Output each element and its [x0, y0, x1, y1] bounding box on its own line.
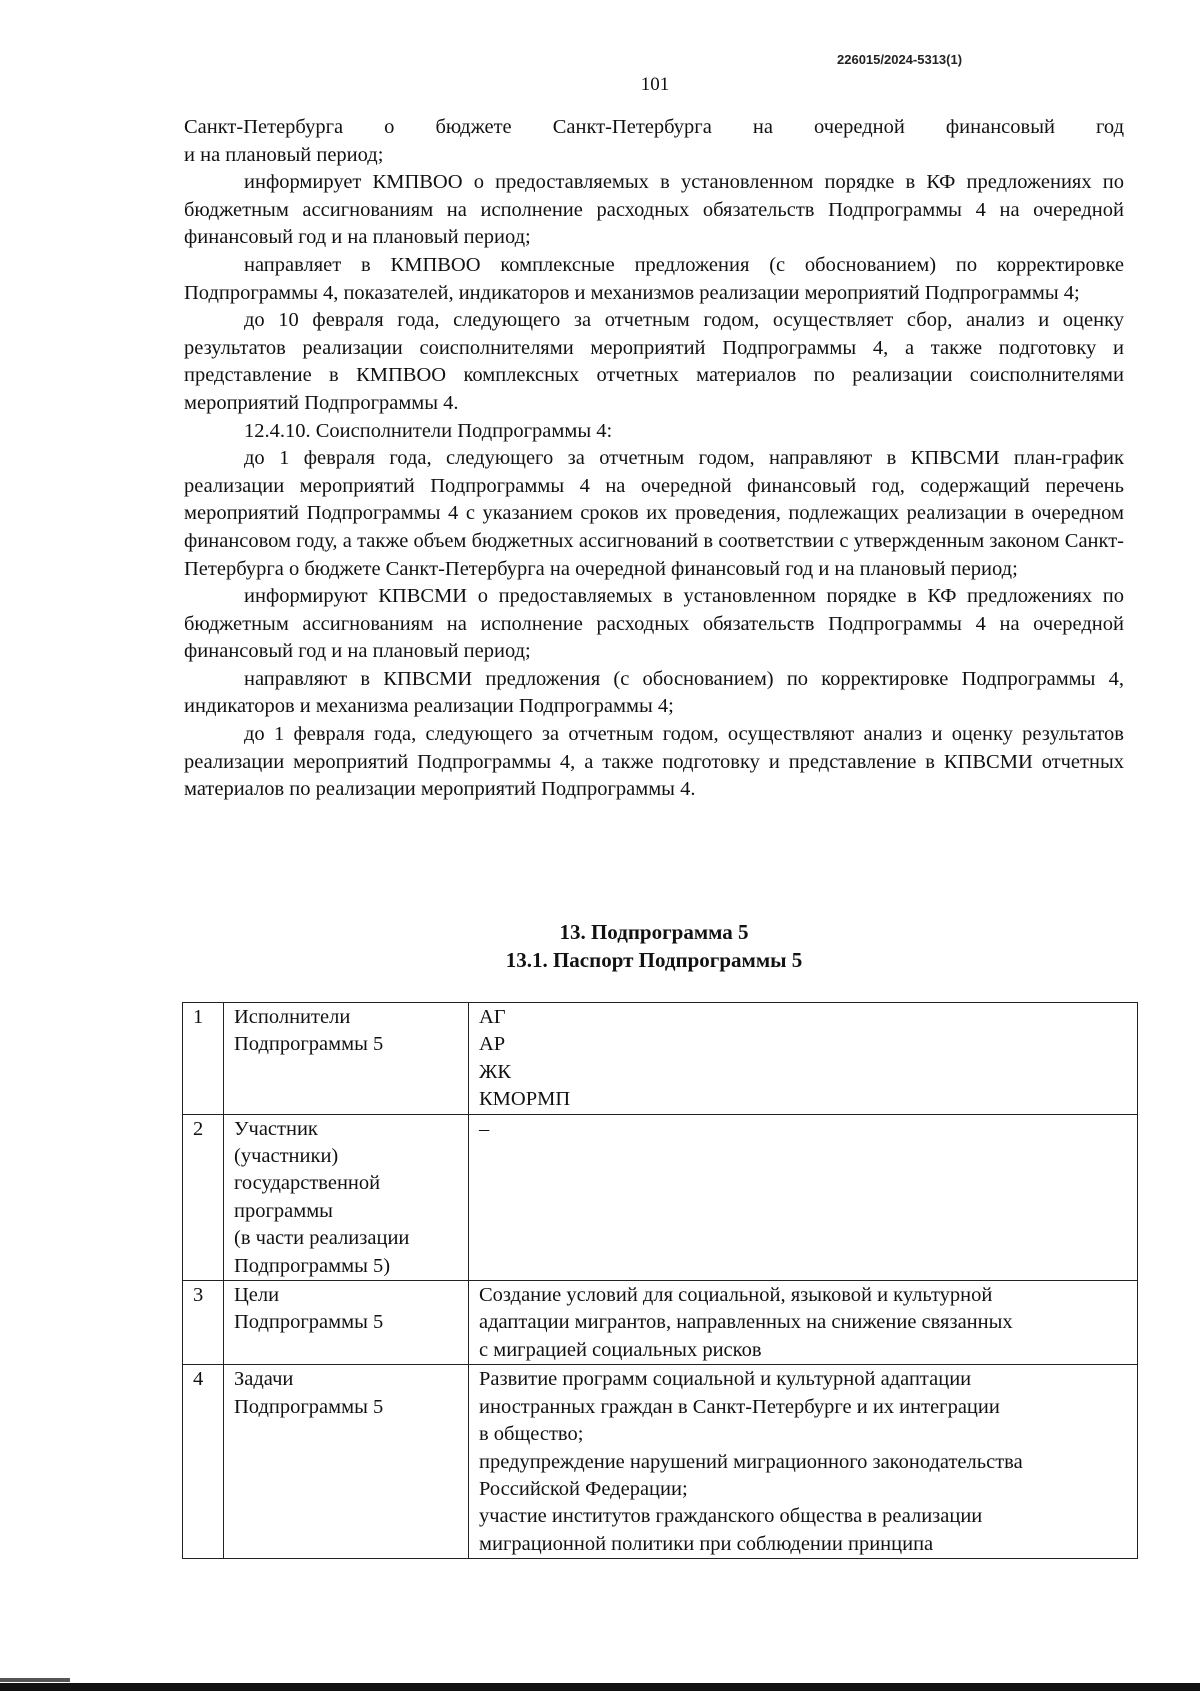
passport-table-row — [183, 1281, 1138, 1365]
body-paragraph: до 10 февраля года, следующего за отчетным годом, осуществляет сбор, анализ и оценку результатов реализации соисполнителями мероприятий Подпрограммы 4, а также подготовку и представление в КМПВОО комплексных отчетных материалов по реализации соисполнителями мероприятий Подпрограммы 4. — [184, 309, 1124, 414]
row-label — [224, 1114, 469, 1280]
row-label-line: программы — [234, 1199, 333, 1222]
row-number: 2 — [183, 1114, 224, 1280]
row-value-line: адаптации мигрантов, направленных на снижение связанных — [479, 1311, 1013, 1334]
body-paragraph: 12.4.10. Соисполнители Подпрограммы 4: — [244, 419, 613, 442]
row-value-line: Создание условий для социальной, языковой и культурной — [479, 1284, 993, 1307]
row-value-line: предупреждение нарушений миграционного законодательства — [479, 1450, 1023, 1473]
row-label-line: Цели — [234, 1284, 280, 1307]
passport-table-row — [183, 1365, 1138, 1559]
row-value — [469, 1365, 1138, 1559]
row-value-line: КМОРМП — [479, 1088, 571, 1111]
body-paragraph: до 1 февраля года, следующего за отчетным годом, осуществляют анализ и оценку результатов реализации мероприятий Подпрограммы 4, а также подготовку и представление в КПВСМИ отчетных материалов по реализации мероприятий Подпрограммы 4. — [184, 723, 1124, 801]
row-value-line: Развитие программ социальной и культурной адаптации — [479, 1368, 972, 1391]
scan-edge-mark — [0, 1678, 70, 1682]
row-label-line: Участник — [234, 1117, 318, 1140]
row-label-line: Подпрограммы 5 — [234, 1033, 384, 1056]
passport-table — [182, 1002, 1138, 1559]
row-label-line: (участники) — [234, 1145, 339, 1168]
row-label-line: государственной — [234, 1172, 381, 1195]
row-label-line: Подпрограммы 5) — [234, 1254, 391, 1277]
body-paragraph: до 1 февраля года, следующего за отчетным годом, направляют в КПВСМИ план-график реализации мероприятий Подпрограммы 4 на очередной финансовый год, содержащий перечень мероприятий Подпрограммы 4 с указанием сроков их проведения, подлежащих реализации в очередном финансовом году, а также объем бюджетных ассигнований в соответствии с утвержденным законом Санкт-Петербурга о бюджете Санкт-Петербурга на очередной финансовый год и на плановый период; — [184, 447, 1124, 580]
row-value-line: миграционной политики при соблюдении принципа — [479, 1532, 934, 1555]
passport-table-row — [183, 1114, 1138, 1280]
row-value-line: участие институтов гражданского общества в реализации — [479, 1505, 983, 1528]
document-registration-number: 226015/2024-5313(1) — [837, 52, 963, 67]
body-paragraph: информируют КПВСМИ о предоставляемых в установленном порядке в КФ предложениях по бюджетным ассигнованиям на исполнение расходных обязательств Подпрограммы 4 на очередной финансовый год и на плановый период; — [184, 585, 1124, 663]
row-value-line: АГ — [479, 1006, 506, 1028]
body-paragraph: направляют в КПВСМИ предложения (с обоснованием) по корректировке Подпрограммы 4, индикаторов и механизма реализации Подпрограммы 4; — [184, 667, 1124, 718]
passport-table-row — [183, 1003, 1138, 1115]
row-number: 4 — [183, 1365, 224, 1559]
row-value-line: – — [479, 1117, 490, 1140]
row-value-line: иностранных граждан в Санкт-Петербурге и их интеграции — [479, 1395, 1000, 1418]
row-value-line: в общество; — [479, 1423, 584, 1446]
body-paragraph: информирует КМПВОО о предоставляемых в установленном порядке в КФ предложениях по бюджетным ассигнованиям на исполнение расходных обязательств Подпрограммы 4 на очередной финансовый год и на плановый период; — [184, 171, 1124, 249]
row-number: 3 — [183, 1281, 224, 1365]
scan-edge-bar — [0, 1683, 1200, 1691]
row-label-line: Задачи — [234, 1368, 294, 1391]
row-value-line: ЖК — [479, 1060, 512, 1083]
row-label — [224, 1281, 469, 1365]
row-label — [224, 1365, 469, 1559]
row-number: 1 — [183, 1003, 224, 1115]
row-label-line: Подпрограммы 5 — [234, 1311, 384, 1334]
page-number: 101 — [640, 74, 670, 95]
row-label-line: (в части реализации — [234, 1227, 410, 1250]
body-text — [184, 114, 1124, 804]
row-label-line: Подпрограммы 5 — [234, 1395, 384, 1418]
section-subheading: 13.1. Паспорт Подпрограммы 5 — [505, 948, 803, 972]
row-value-line: Российской Федерации; — [479, 1477, 688, 1500]
row-value — [469, 1114, 1138, 1280]
row-value — [469, 1003, 1138, 1115]
body-paragraph: Санкт-Петербурга о бюджете Санкт-Петербурга на очередной финансовый год — [184, 116, 1124, 138]
section-heading: 13. Подпрограмма 5 — [559, 920, 749, 944]
row-value — [469, 1281, 1138, 1365]
row-label — [224, 1003, 469, 1115]
body-paragraph: направляет в КМПВОО комплексные предложения (с обоснованием) по корректировке Подпрограммы 4, показателей, индикаторов и механизмов реализации мероприятий Подпрограммы 4; — [184, 253, 1124, 304]
row-value-line: с миграцией социальных рисков — [479, 1338, 762, 1361]
row-value-line: АР — [479, 1033, 506, 1056]
body-paragraph: и на плановый период; — [184, 143, 384, 166]
row-label-line: Исполнители — [234, 1006, 351, 1028]
